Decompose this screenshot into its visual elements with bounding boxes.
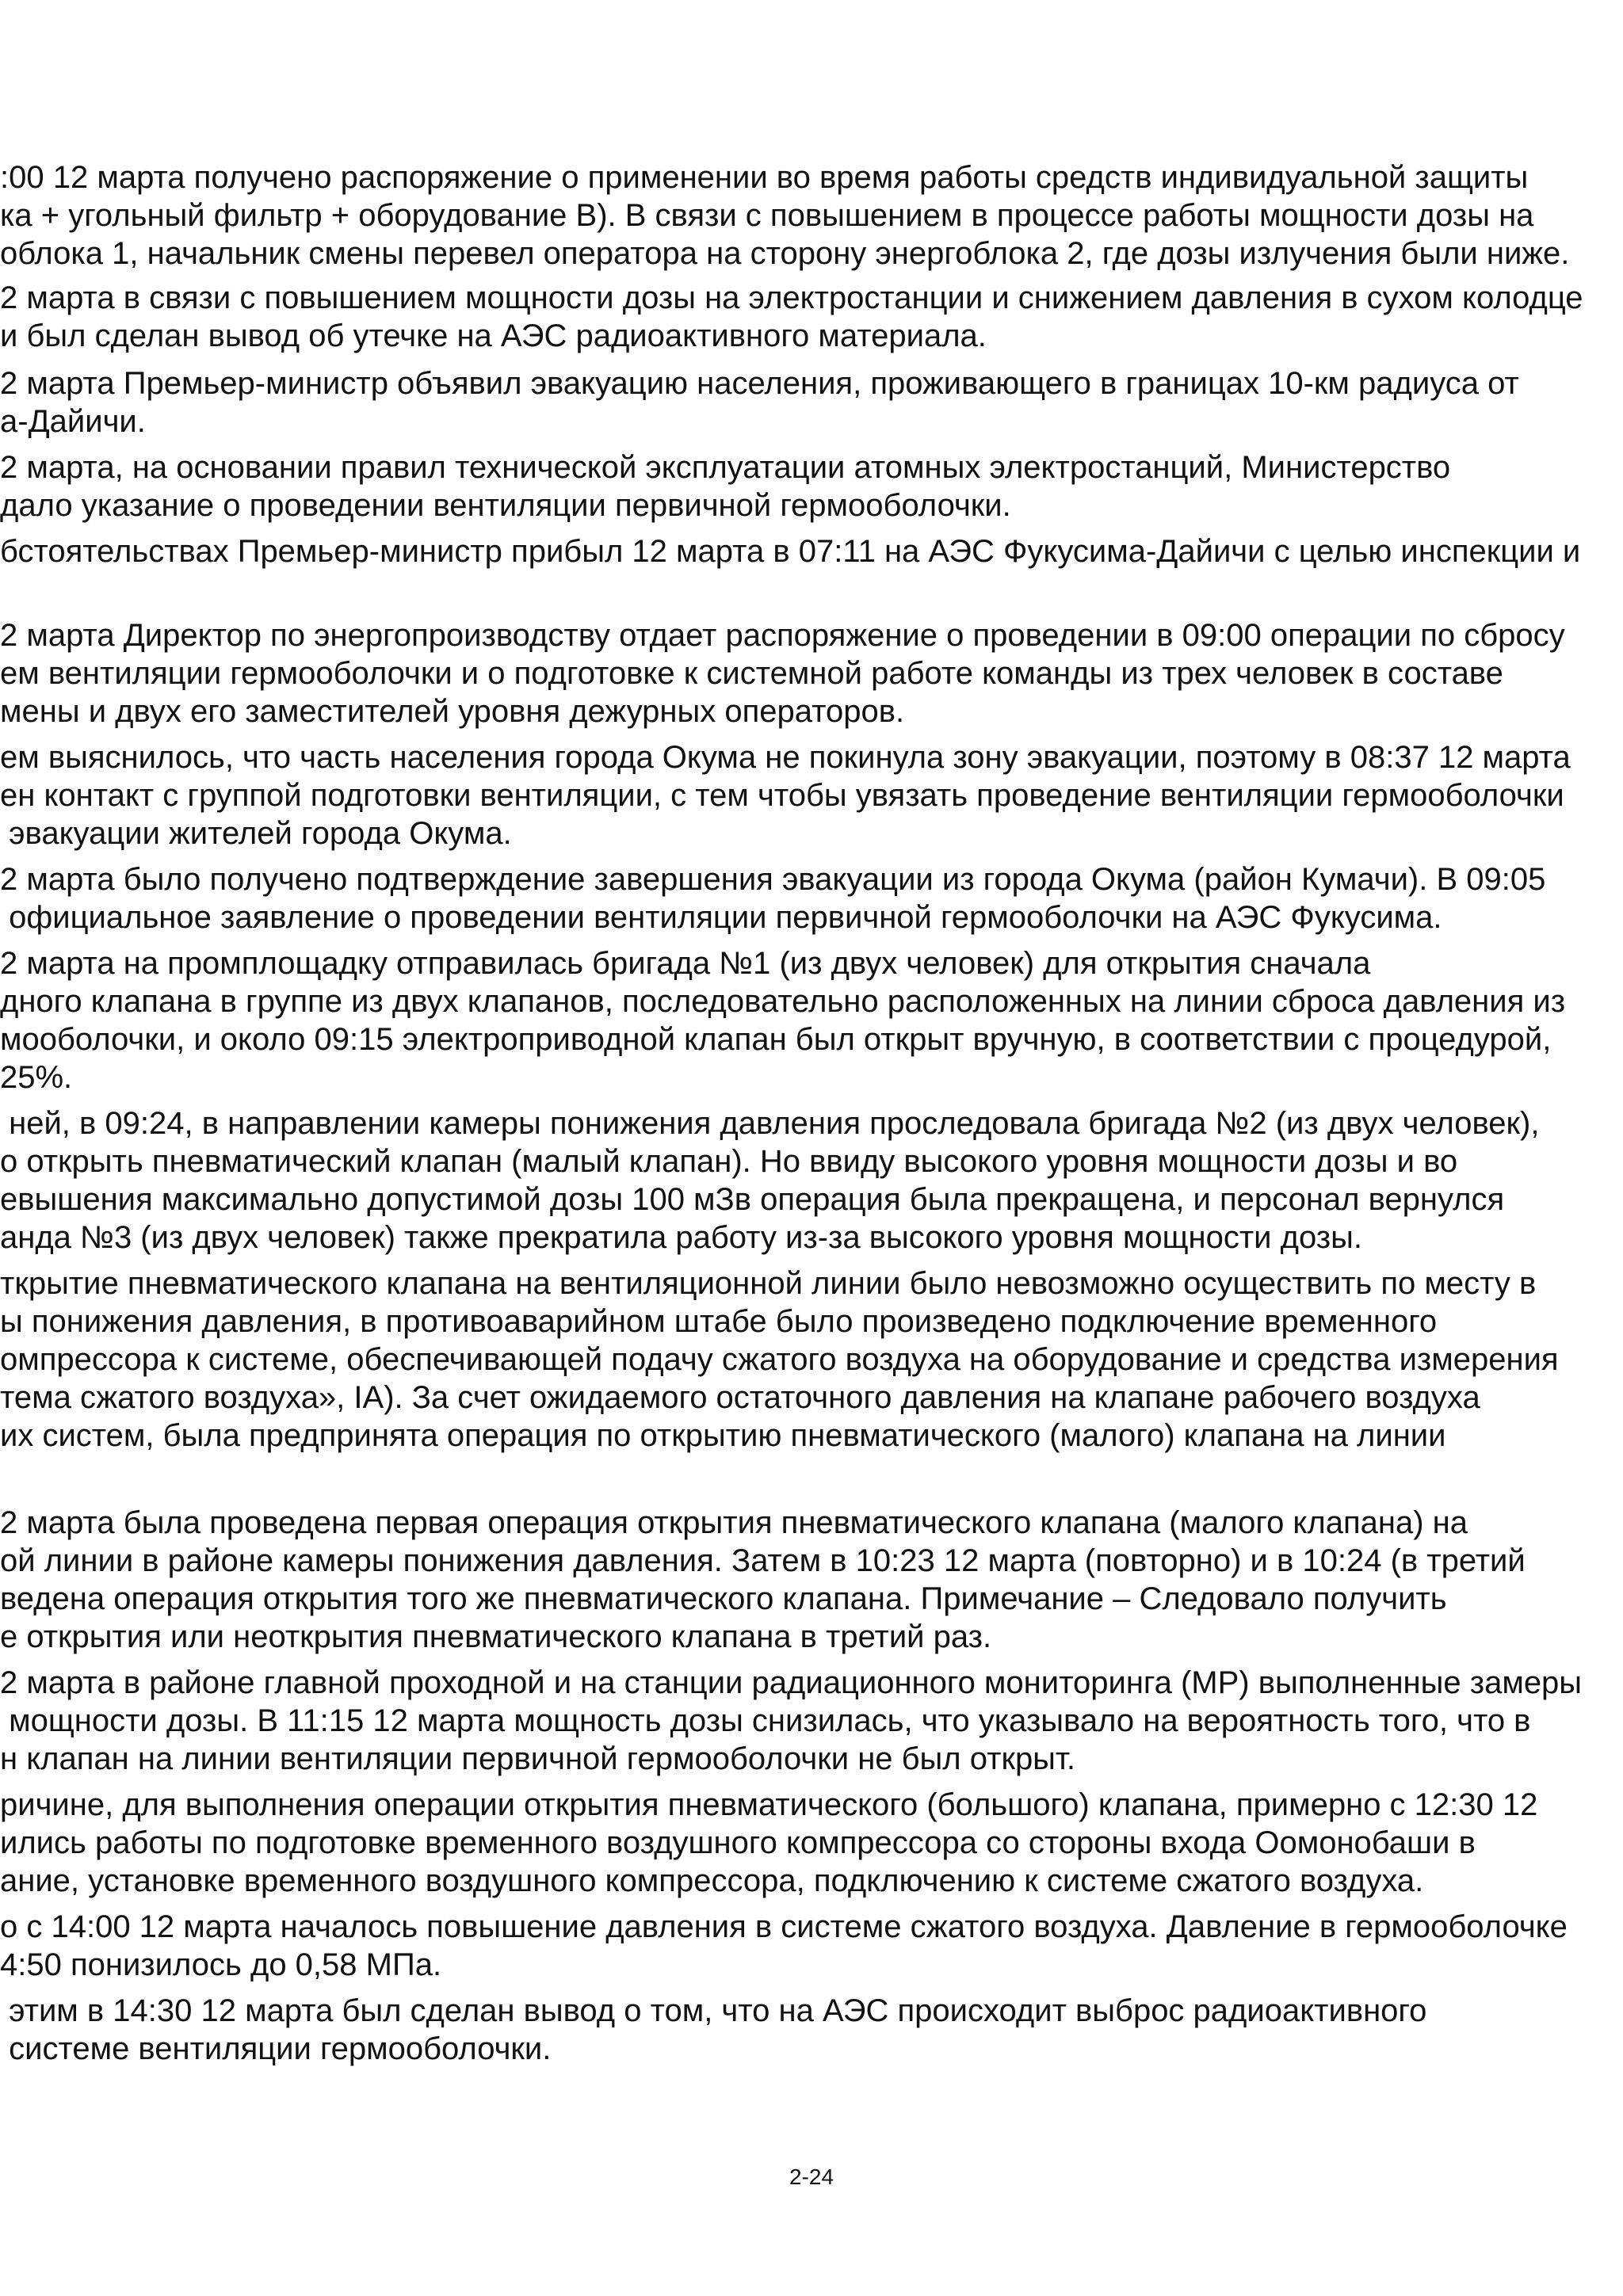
text-line: ы понижения давления, в противоаварийном штабе было произведено подключение временного [0,1304,1438,1339]
text-line: 2 марта на промплощадку отправилась бригада №1 (из двух человек) для открытия сначала [0,946,1371,981]
paragraph-evacuation-complete [0,860,1623,936]
text-line: а-Дайичи. [0,404,146,439]
paragraph-release-conclusion [0,1992,1623,2068]
text-line: этим в 14:30 12 марта был сделан вывод о том, что на АЭС происходит выброс радиоактивного [0,1993,1427,2028]
text-line: ведена операция открытия того же пневматического клапана. Примечание – Следовало получить [0,1581,1447,1616]
text-line: :00 12 марта получено распоряжение о применении во время работы средств индивидуальной защиты [0,160,1529,195]
text-line: о с 14:00 12 марта началось повышение давления в системе сжатого воздуха. Давление в гермооболочке [0,1909,1568,1944]
text-line: ой линии в районе камеры понижения давления. Затем в 10:23 12 марта (повторно) и в 10:24 (в третий [0,1543,1526,1578]
paragraph-small-valve-operation [0,1504,1623,1656]
paragraph-team-1 [0,944,1623,1097]
text-line: е открытия или неоткрытия пневматического клапана в третий раз. [0,1619,992,1654]
paragraph-dose-monitoring [0,1664,1623,1778]
text-line: ричине, для выполнения операции открытия пневматического (большого) клапана, примерно с 12:30 12 [0,1787,1538,1822]
text-line: мооболочки, и около 09:15 электроприводной клапан был открыт вручную, в соответствии с процедурой, [0,1022,1552,1057]
paragraph-leak-conclusion [0,279,1623,355]
text-line: 2 марта Директор по энергопроизводству отдает распоряжение о проведении в 09:00 операции по сбросу [0,618,1565,653]
text-line: ились работы по подготовке временного воздушного компрессора со стороны входа Оомонобаши в [0,1825,1476,1860]
paragraph-ppe-order [0,158,1623,273]
text-line: облока 1, начальник смены перевел оператора на сторону энергоблока 2, где дозы излучения были ниже. [0,236,1570,271]
paragraph-temporary-compressor [0,1264,1623,1493]
paragraph-evacuation-announced [0,364,1623,441]
text-line: 2 марта была проведена первая операция открытия пневматического клапана (малого клапана) на [0,1505,1468,1540]
text-line: 4:50 понизилось до 0,58 МПа. [0,1947,442,1982]
text-line: ание, установке временного воздушного компрессора, подключению к системе сжатого воздуха. [0,1863,1424,1898]
text-line: 2 марта было получено подтверждение завершения эвакуации из города Окума (район Кумачи). В 09:05 [0,862,1546,897]
text-line: н клапан на линии вентиляции первичной гермооболочки не был открыт. [0,1741,1075,1776]
paragraph-ministry-instruction [0,448,1623,524]
text-line: дного клапана в группе из двух клапанов, последовательно расположенных на линии сброса давления из [0,984,1566,1019]
text-line: системе вентиляции гермооболочки. [0,2031,552,2066]
text-line: бстоятельствах Премьер-министр прибыл 12 марта в 07:11 на АЭС Фукусима-Дайичи с целью инспекции и [0,534,1581,569]
paragraph-pm-visit [0,532,1623,608]
text-line: ен контакт с группой подготовки вентиляции, с тем чтобы увязать проведение вентиляции гермооболочки [0,778,1564,813]
paragraph-pressure-rise [0,1908,1623,1984]
text-line: 2 марта в районе главной проходной и на станции радиационного мониторинга (МР) выполненные замеры [0,1665,1583,1700]
paragraph-team-2 [0,1104,1623,1257]
text-line: тема сжатого воздуха», IA). За счет ожидаемого остаточного давления на клапане рабочего воздуха [0,1380,1480,1415]
text-line: эвакуации жителей города Окума. [0,816,512,851]
text-line: омпрессора к системе, обеспечивающей подачу сжатого воздуха на оборудование и средства измерения [0,1342,1559,1377]
text-line: 2 марта Премьер-министр объявил эвакуацию населения, проживающего в границах 10-км радиуса от [0,366,1519,401]
text-line: ней, в 09:24, в направлении камеры понижения давления проследовала бригада №2 (из двух человек), [0,1106,1540,1141]
text-line: анда №3 (из двух человек) также прекратила работу из-за высокого уровня мощности дозы. [0,1220,1362,1255]
text-line [0,570,1623,608]
text-line: 2 марта, на основании правил технической эксплуатации атомных электростанций, Министерство [0,450,1451,485]
text-line: о открыть пневматический клапан (малый клапан). Но ввиду высокого уровня мощности дозы и во [0,1144,1458,1179]
text-line: ем выяснилось, что часть населения города Окума не покинула зону эвакуации, поэтому в 08:37 12 марта [0,740,1571,775]
text-line: ткрытие пневматического клапана на вентиляционной линии было невозможно осуществить по месту в [0,1266,1537,1301]
text-line: официальное заявление о проведении вентиляции первичной гермооболочки на АЭС Фукусима. [0,900,1442,935]
text-line: и был сделан вывод об утечке на АЭС радиоактивного материала. [0,318,987,353]
text-line: ка + угольный фильтр + оборудование В). В связи с повышением в процессе работы мощности дозы на [0,198,1534,233]
paragraph-director-order [0,616,1623,730]
text-line: их систем, была предпринята операция по открытию пневматического (малого) клапана на линии [0,1418,1446,1453]
text-line: дало указание о проведении вентиляции первичной гермооболочки. [0,488,1011,523]
text-line: мены и двух его заместителей уровня дежурных операторов. [0,694,905,729]
text-line: 25%. [0,1060,73,1095]
text-line [0,1455,1623,1493]
text-line: 2 марта в связи с повышением мощности дозы на электростанции и снижением давления в сухом колодце [0,280,1583,315]
text-line: ем вентиляции гермооболочки и о подготовке к системной работе команды из трех человек в составе [0,656,1503,691]
text-line: мощности дозы. В 11:15 12 марта мощность дозы снизилась, что указывало на вероятность того, что в [0,1703,1531,1738]
paragraph-okuma-residents [0,738,1623,852]
text-line: евышения максимально допустимой дозы 100 мЗв операция была прекращена, и персонал вернулся [0,1182,1505,1217]
paragraph-large-valve-preparation [0,1786,1623,1900]
page-number: 2-24 [789,2164,834,2189]
